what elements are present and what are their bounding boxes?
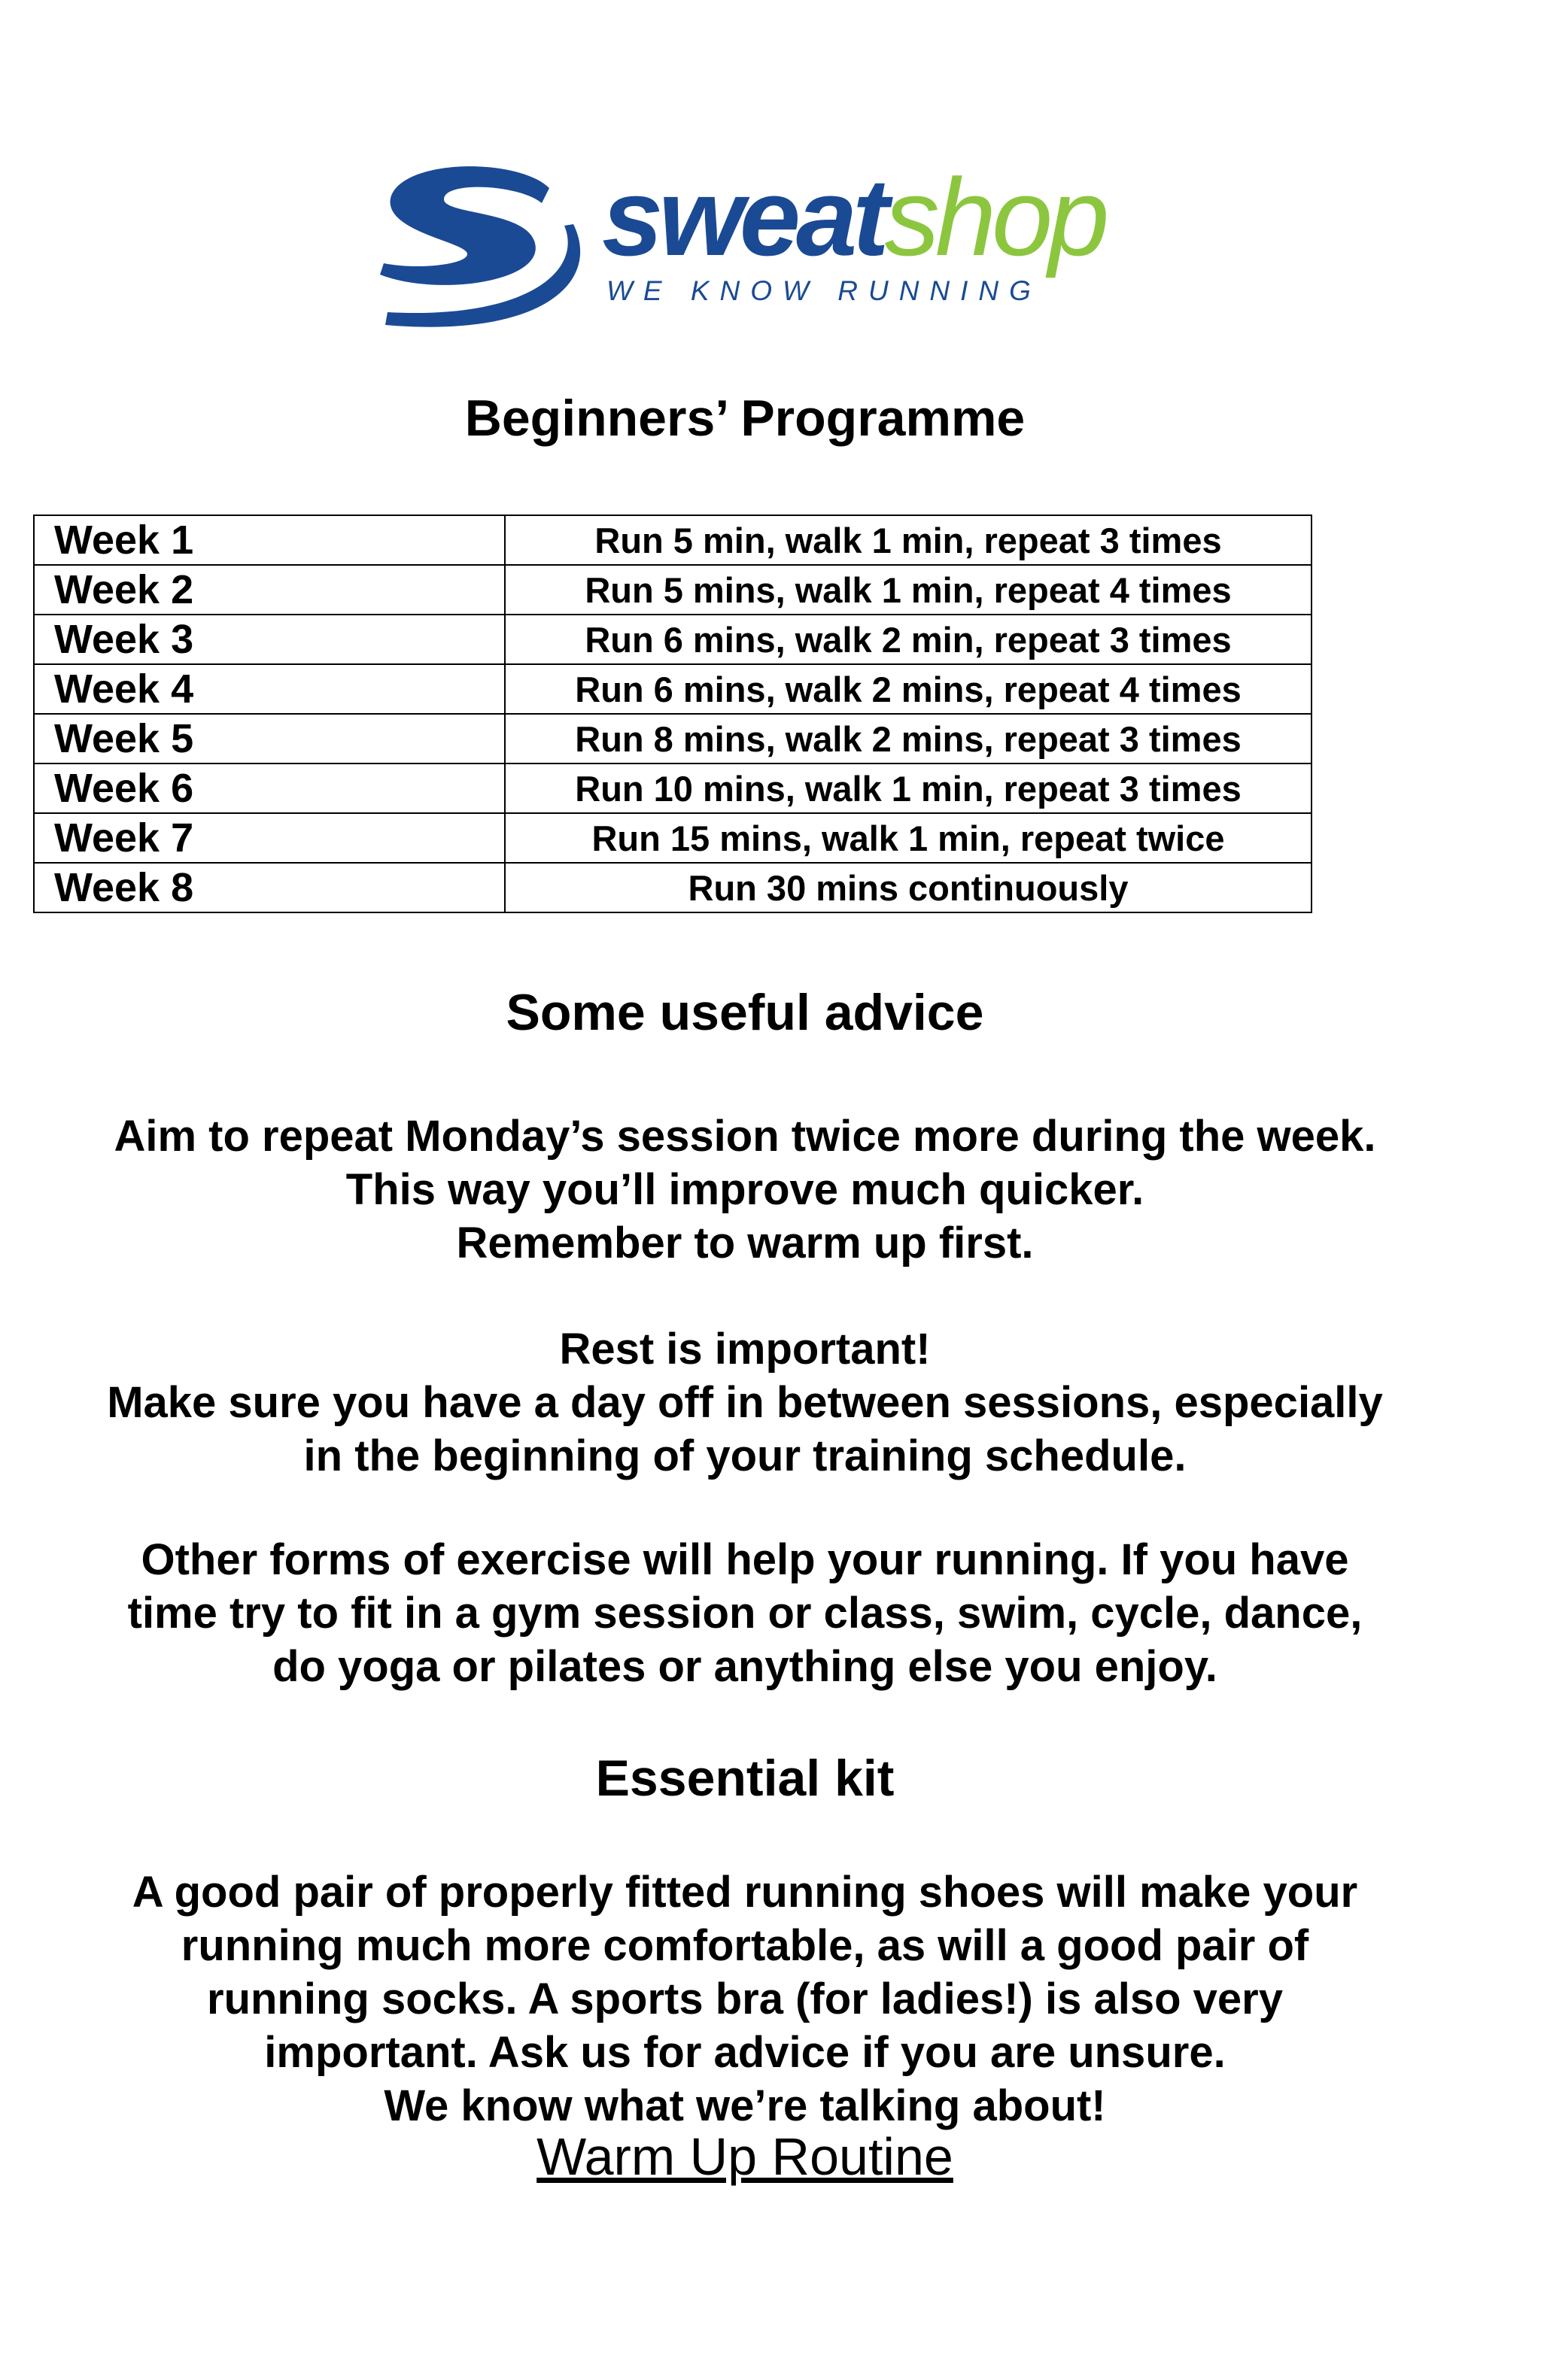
week-cell: Week 2 [34, 565, 505, 615]
table-row [34, 714, 1312, 763]
session-cell: Run 30 mins continuously [505, 863, 1312, 912]
text-line: Remember to warm up first. [456, 1219, 1034, 1267]
text-line: Other forms of exercise will help your running. If you have [141, 1535, 1349, 1584]
week-cell: Week 6 [34, 763, 505, 813]
text-line: do yoga or pilates or anything else you enjoy. [272, 1642, 1217, 1691]
logo-tagline: WE KNOW RUNNING [606, 275, 1041, 306]
week-cell: Week 5 [34, 714, 505, 763]
kit-paragraph [30, 1865, 1460, 2133]
week-cell: Week 7 [34, 813, 505, 863]
session-cell: Run 5 min, walk 1 min, repeat 3 times [505, 515, 1312, 565]
week-cell: Week 3 [34, 615, 505, 664]
text-line: A good pair of properly fitted running shoes will make your [132, 1868, 1358, 1917]
warm-up-routine-link[interactable]: Warm Up Routine [536, 2127, 953, 2186]
table-row [34, 763, 1312, 813]
programme-table [33, 515, 1312, 913]
text-line: Make sure you have a day off in between sessions, especially [107, 1378, 1383, 1427]
sweatshop-logo [376, 158, 1114, 331]
text-line: This way you’ll improve much quicker. [345, 1165, 1144, 1214]
advice-paragraph-repeat [30, 1110, 1460, 1270]
session-cell: Run 8 mins, walk 2 mins, repeat 3 times [505, 714, 1312, 763]
text-line: time try to fit in a gym session or class, swim, cycle, dance, [127, 1589, 1363, 1638]
table-row [34, 615, 1312, 664]
table-row [34, 863, 1312, 912]
text-line: running much more comfortable, as will a good pair of [181, 1921, 1309, 1970]
table-row [34, 813, 1312, 863]
logo-wordmark: sweatshop [602, 156, 1105, 278]
session-cell: Run 6 mins, walk 2 min, repeat 3 times [505, 615, 1312, 664]
session-cell: Run 15 mins, walk 1 min, repeat twice [505, 813, 1312, 863]
text-line: Aim to repeat Monday’s session twice more during the week. [114, 1112, 1376, 1161]
table-row [34, 664, 1312, 714]
week-cell: Week 4 [34, 664, 505, 714]
text-line: Rest is important! [559, 1325, 931, 1374]
session-cell: Run 5 mins, walk 1 min, repeat 4 times [505, 565, 1312, 615]
advice-paragraph-rest [30, 1322, 1460, 1483]
table-row [34, 565, 1312, 615]
text-line: in the beginning of your training schedule. [303, 1431, 1187, 1480]
text-line: running socks. A sports bra (for ladies!) is also very [207, 1975, 1283, 2023]
session-cell: Run 10 mins, walk 1 min, repeat 3 times [505, 763, 1312, 813]
swoosh-logo-icon [376, 158, 587, 331]
table-row [34, 515, 1312, 565]
text-line: We know what we’re talking about! [384, 2081, 1106, 2130]
session-cell: Run 6 mins, walk 2 mins, repeat 4 times [505, 664, 1312, 714]
page-title: Beginners’ Programme [464, 390, 1026, 447]
kit-heading: Essential kit [595, 1750, 895, 1807]
advice-heading: Some useful advice [506, 984, 984, 1041]
advice-paragraph-exercise [30, 1533, 1460, 1693]
text-line: important. Ask us for advice if you are unsure. [264, 2028, 1226, 2077]
week-cell: Week 8 [34, 863, 505, 912]
week-cell: Week 1 [34, 515, 505, 565]
